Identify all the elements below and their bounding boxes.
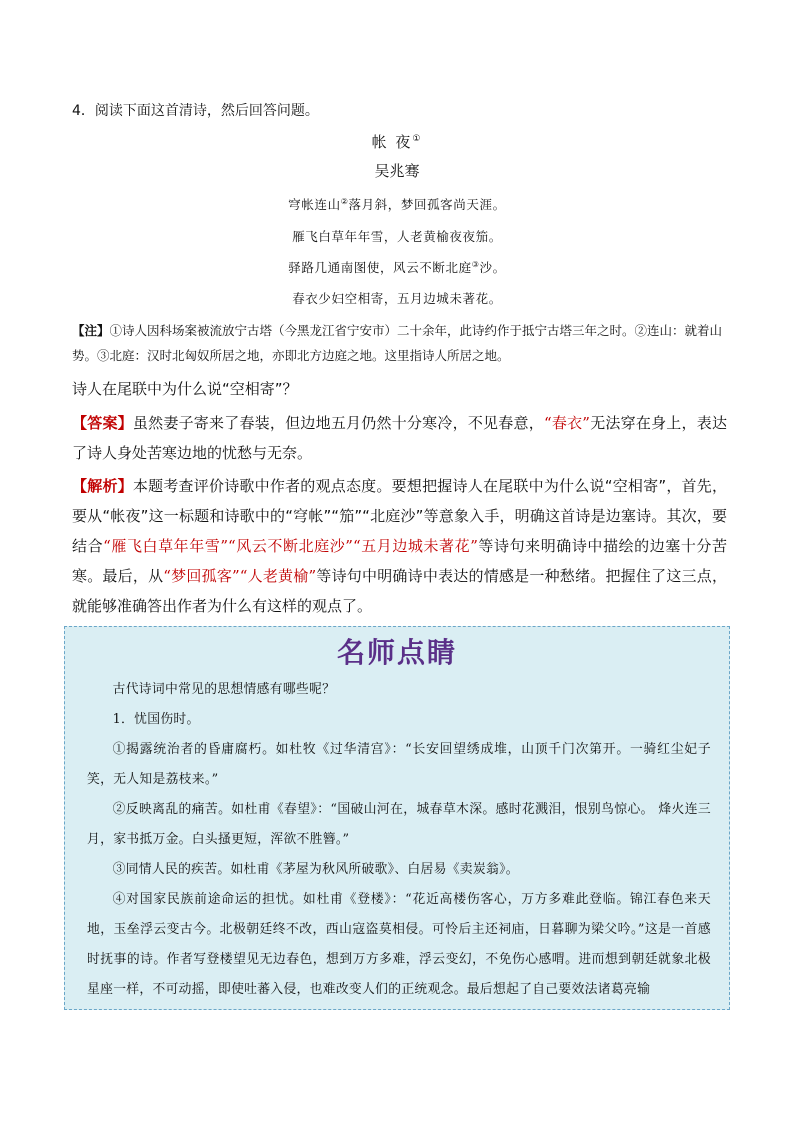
footnote-mark-1: ①: [412, 134, 423, 144]
tips-box: [64, 626, 730, 1010]
answer-highlight: “春衣”: [543, 414, 590, 432]
poem-line-3: [0, 258, 794, 276]
analysis-block: [72, 471, 727, 621]
tips-paragraph-3: ③同情人民的疾苦。如杜甫《茅屋为秋风所破歌》、白居易《卖炭翁》。: [112, 862, 519, 877]
poem-note: [72, 318, 727, 368]
analysis-text-3: 等诗句中明确诗中表达的情感是一种愁绪。把握住了这三点，就能够准确答出作者为什么有这样的观点了。: [72, 567, 727, 615]
poem-title: [0, 131, 794, 152]
note-text: ①诗人因科场案被流放宁古塔（今黑龙江省宁安市）二十余年，此诗约作于抵宁古塔三年之时。②连山：就着山势。③北庭：汉时北匈奴所居之地，亦即北方边庭之地。这里指诗人所居之地。: [72, 323, 723, 363]
tips-paragraph-intro: 古代诗词中常见的思想情感有哪些呢？: [112, 682, 336, 697]
poem-line-1: [0, 195, 794, 213]
poem-line-2: 雁飞白草年年雪，人老黄榆夜夜笳。: [292, 229, 502, 244]
note-label: 【注】: [72, 323, 110, 338]
poem-title-text: 帐 夜: [371, 133, 413, 151]
tips-body: [87, 675, 711, 1005]
poem-author: 吴兆骞: [374, 162, 420, 180]
footnote-mark-2: ②: [340, 196, 349, 206]
poem-line-4: 春衣少妇空相寄，五月边城未著花。: [292, 291, 502, 306]
answer-text-1: 虽然妻子寄来了春装，但边地五月仍然十分寒冷，不见春意，: [132, 414, 544, 432]
analysis-label: 【解析】: [72, 477, 133, 495]
analysis-text-1: 本题考查评价诗歌中作者的观点态度。要想把握诗人在尾联中为什么说“空相寄”，首先，要从“帐夜”这一标题和诗歌中的“穹帐”“笳”“北庭沙”等意象入手，明确这首诗是边塞诗。其次，要结合: [72, 477, 727, 555]
analysis-text-2: 等诗句来明确诗中描绘的边塞十分苦寒。最后，从: [72, 537, 727, 585]
analysis-highlight-2: “梦回孤客”“人老黄榆”: [163, 567, 317, 585]
answer-text-2: 无法穿在身上，表达了诗人身处苦寒边地的忧愁与无奈。: [72, 414, 727, 462]
analysis-highlight-1: “雁飞白草年年雪”“风云不断北庭沙”“五月边城未著花”: [103, 537, 478, 555]
answer-block: [72, 408, 727, 468]
poem-line-3-b: 沙。: [479, 260, 506, 275]
poem-line-3-a: 驿路几通南图使，风云不断北庭: [288, 260, 472, 275]
sub-question: 诗人在尾联中为什么说“空相寄”？: [72, 380, 298, 398]
tips-title: 名师点睛: [336, 636, 457, 669]
tips-paragraph-4: ④对国家民族前途命运的担忧。如杜甫《登楼》：“花近高楼伤客心，万方多难此登临。锦江春色来天地，玉垒浮云变古今。北极朝廷终不改，西山寇盗莫相侵。可怜后主还祠庙，日暮聊为梁父吟。”这是一首感时抚事的诗。作者写登楼望见无边春色，想到万方多难，浮云变幻，不免伤心感喟。进而想到朝廷就象北极星座一样，不可动摇，即使吐蕃入侵，也难改变人们的正统观念。最后想起了自己要效法诸葛亮输: [87, 892, 711, 997]
poem-line-1-a: 穹帐连山: [288, 197, 341, 212]
tips-paragraph-2: ②反映离乱的痛苦。如杜甫《春望》：“国破山河在，城春草木深。感时花溅泪，恨别鸟惊心。 烽火连三月，家书抵万金。白头搔更短，浑欲不胜簪。”: [87, 802, 711, 847]
tips-paragraph-heading: 1．忧国伤时。: [112, 712, 200, 727]
tips-paragraph-1: ①揭露统治者的昏庸腐朽。如杜牧《过华清宫》：“长安回望绣成堆，山顶千门次第开。一骑红尘妃子笑，无人知是荔枝来。”: [87, 742, 711, 787]
poem-line-1-b: 落月斜，梦回孤客尚天涯。: [348, 197, 506, 212]
question-prompt: 4．阅读下面这首清诗，然后回答问题。: [72, 103, 319, 119]
answer-label: 【答案】: [72, 414, 133, 432]
footnote-mark-3: ③: [471, 259, 480, 269]
